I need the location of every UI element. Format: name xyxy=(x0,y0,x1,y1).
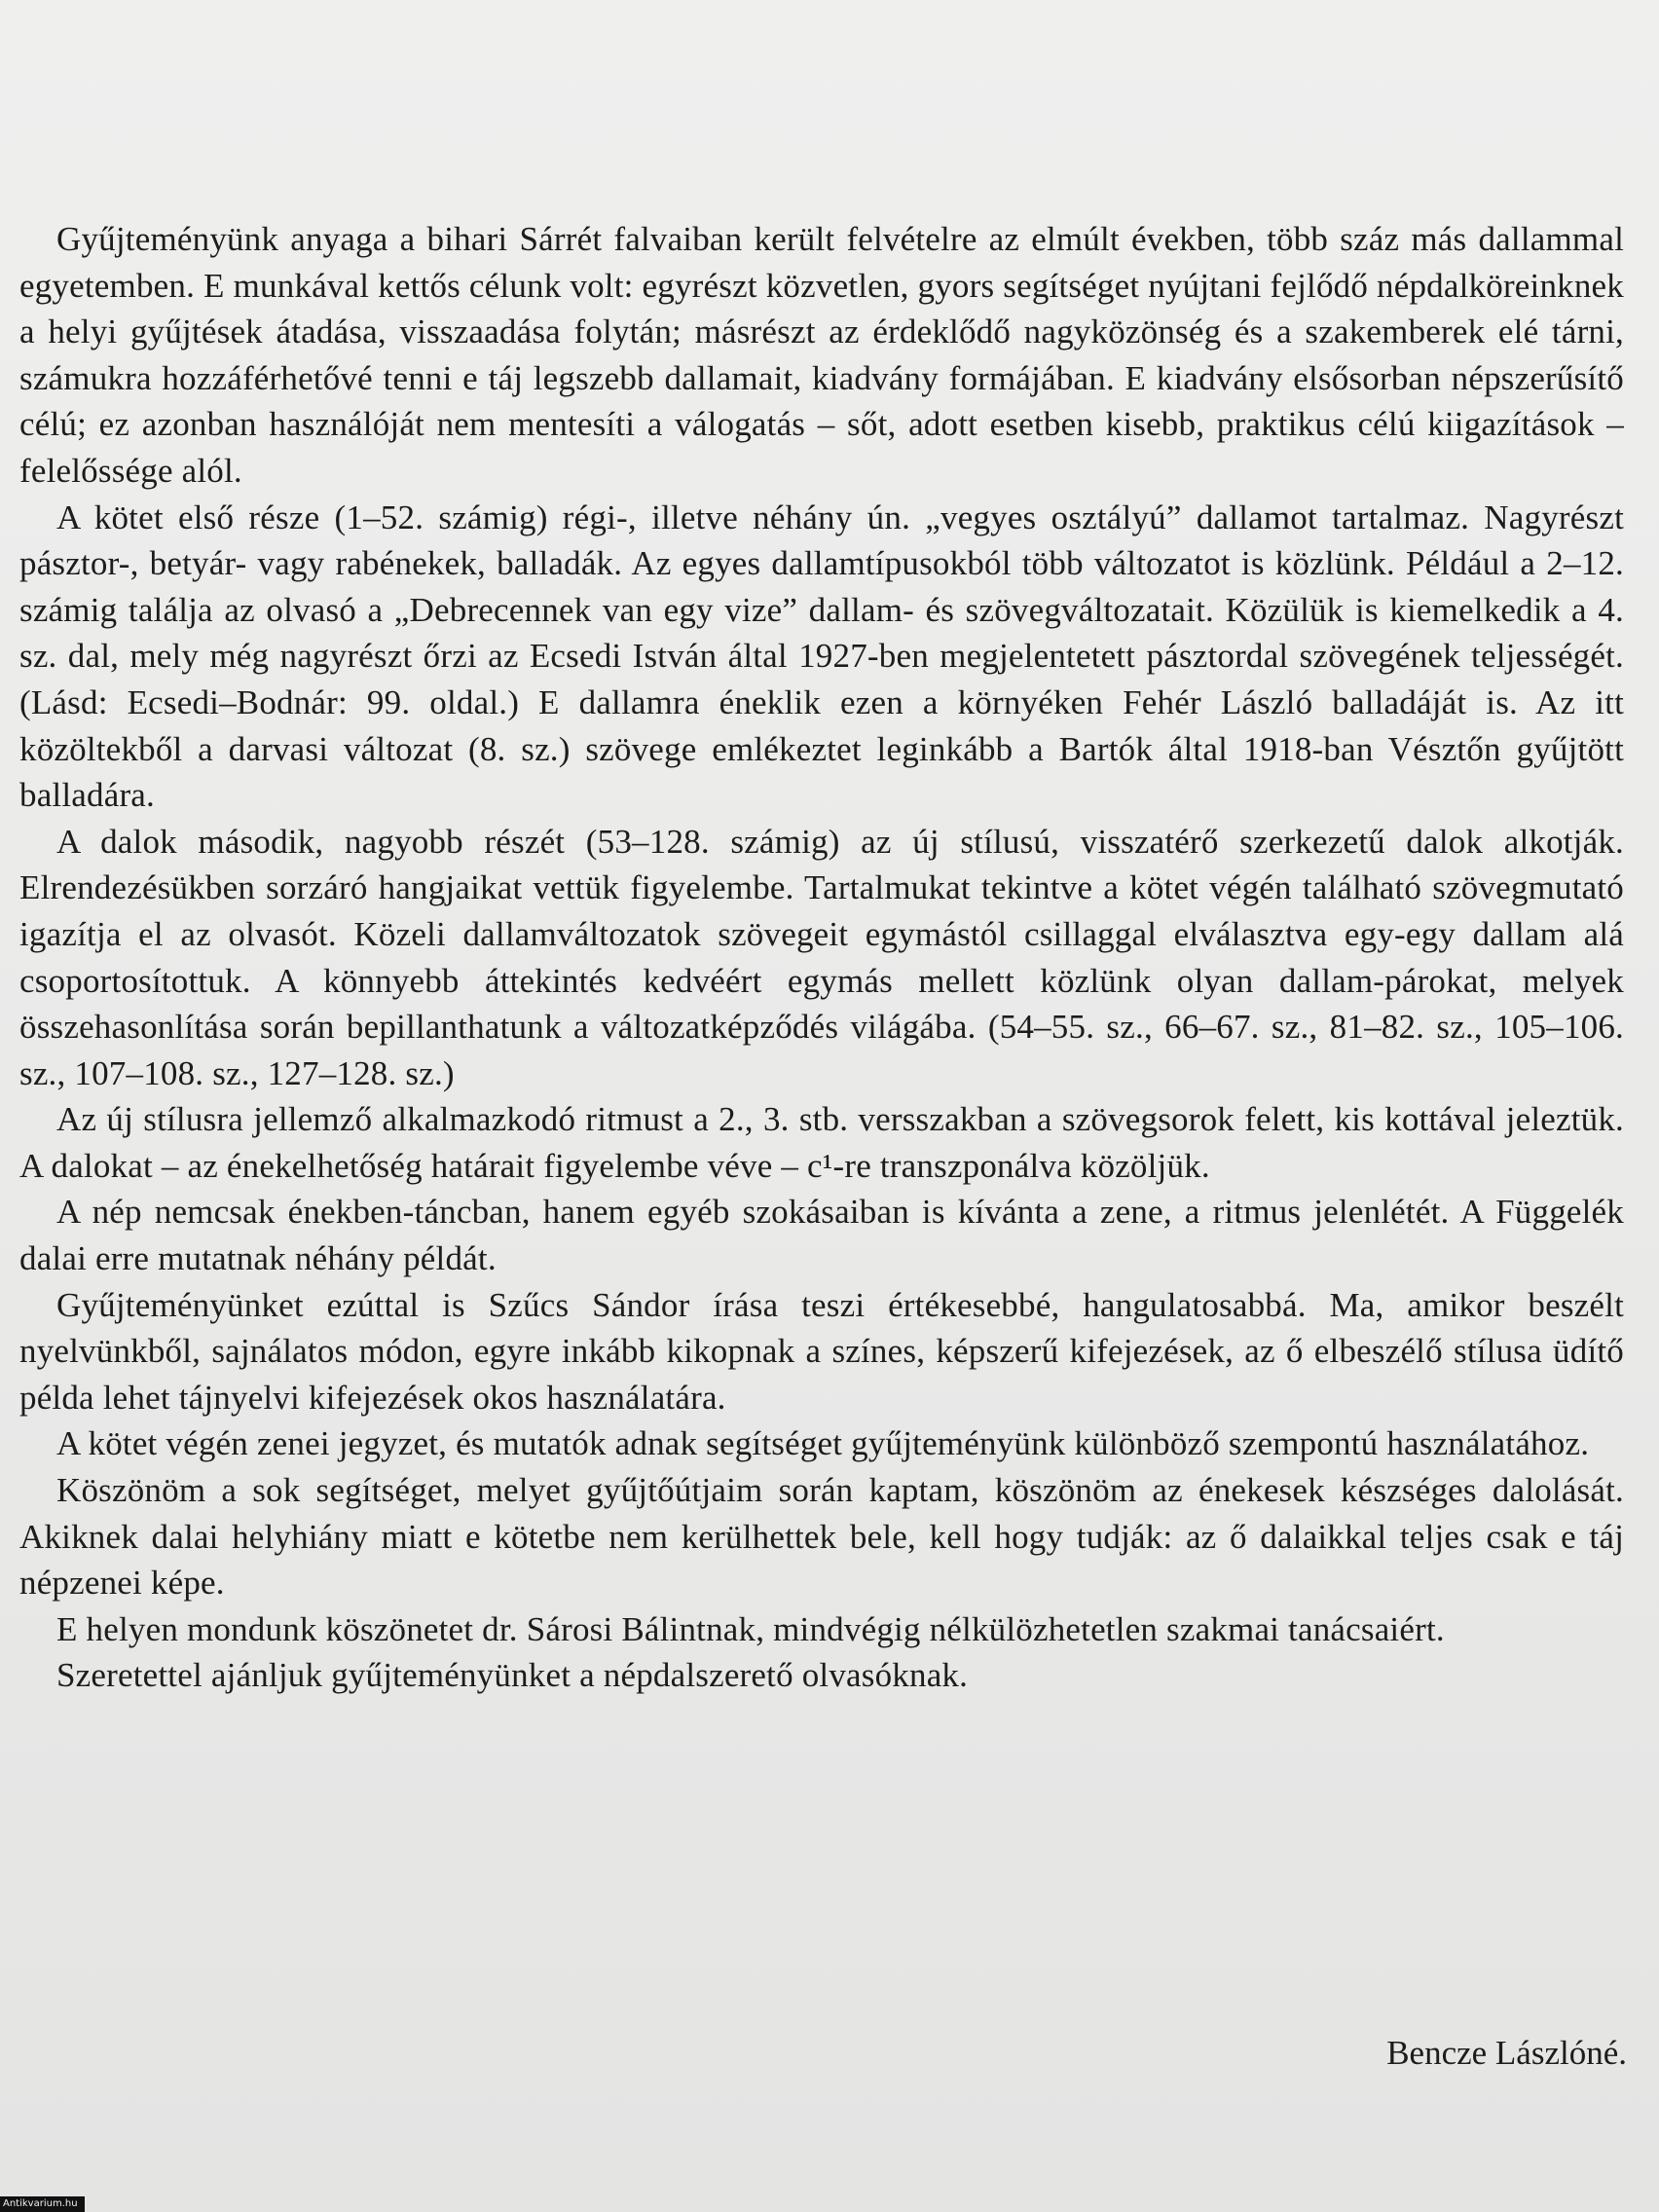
paragraph-1: Gyűjteményünk anyaga a bihari Sárrét falvaiban került felvételre az elmúlt években, több száz más dallammal egyetemben. E munkával kettős célunk volt: egyrészt közvetlen, gyors segítséget nyújtani fejlődő népdalköreinknek a helyi gyűjtések átadása, visszaadása folytán; másrészt az érdeklődő nagyközönség és a szakemberek elé tárni, számukra hozzáférhetővé tenni e táj legszebb dallamait, kiadvány formájában. E kiadvány elsősorban népszerűsítő célú; ez azonban használóját nem mentesíti a válogatás – sőt, adott esetben kisebb, praktikus célú kiigazítások – felelőssége alól. xyxy=(19,220,1624,490)
foreword-text xyxy=(19,216,1624,1699)
author-signature: Bencze Lászlóné. xyxy=(1386,2034,1627,2072)
paragraph-9: E helyen mondunk köszönetet dr. Sárosi Bálintnak, mindvégig nélkülözhetetlen szakmai tanácsaiért. xyxy=(56,1609,1445,1648)
paragraph-8: Köszönöm a sok segítséget, melyet gyűjtőútjaim során kaptam, köszönöm az énekesek készséges dalolását. Akiknek dalai helyhiány miatt e kötetbe nem kerülhettek bele, kell hogy tudják: az ő dalaikkal teljes csak e táj népzenei képe. xyxy=(19,1471,1624,1603)
source-watermark: Antikvarium.hu xyxy=(0,2196,85,2212)
paragraph-4: Az új stílusra jellemző alkalmazkodó ritmust a 2., 3. stb. versszakban a szövegsorok felett, kis kottával jeleztük. A dalokat – az énekelhetőség határait figyelembe véve – c¹-re transzponálva közöljük. xyxy=(19,1100,1624,1185)
paragraph-5: A nép nemcsak énekben-táncban, hanem egyéb szokásaiban is kívánta a zene, a ritmus jelenlétét. A Függelék dalai erre mutatnak néhány példát. xyxy=(19,1193,1624,1278)
paragraph-6: Gyűjteményünket ezúttal is Szűcs Sándor írása teszi értékesebbé, hangulatosabbá. Ma, amikor beszélt nyelvünkből, sajnálatos módon, egyre inkább kikopnak a színes, képszerű kifejezések, az ő elbeszélő stílusa üdítő példa lehet tájnyelvi kifejezések okos használatára. xyxy=(19,1285,1624,1417)
paragraph-10: Szeretettel ajánljuk gyűjteményünket a népdalszerető olvasóknak. xyxy=(56,1656,969,1695)
paragraph-3: A dalok második, nagyobb részét (53–128. számig) az új stílusú, visszatérő szerkezetű dalok alkotják. Elrendezésükben sorzáró hangjaikat vettük figyelembe. Tartalmukat tekintve a kötet végén található szövegmutató igazítja el az olvasót. Közeli dallamváltozatok szövegeit egymástól csillaggal elválasztva egy-egy dallam alá csoportosítottuk. A könnyebb áttekintés kedvéért egymás mellett közlünk olyan dallam-párokat, melyek összehasonlítása során bepillanthatunk a változatképződés világába. (54–55. sz., 66–67. sz., 81–82. sz., 105–106. sz., 107–108. sz., 127–128. sz.) xyxy=(19,822,1624,1092)
paragraph-2: A kötet első része (1–52. számig) régi-, illetve néhány ún. „vegyes osztályú” dallamot tartalmaz. Nagyrészt pásztor-, betyár- vagy rabénekek, balladák. Az egyes dallamtípusokból több változatot is közlünk. Például a 2–12. számig találja az olvasó a „Debrecennek van egy vize” dallam- és szövegváltozatait. Közülük is kiemelkedik a 4. sz. dal, mely még nagyrészt őrzi az Ecsedi István által 1927-ben megjelentetett pásztordal szövegének teljességét. (Lásd: Ecsedi–Bodnár: 99. oldal.) E dallamra éneklik ezen a környéken Fehér László balladáját is. Az itt közöltekből a darvasi változat (8. sz.) szövege emlékeztet leginkább a Bartók által 1918-ban Vésztőn gyűjtött balladára. xyxy=(19,498,1624,815)
paragraph-7: A kötet végén zenei jegyzet, és mutatók adnak segítséget gyűjteményünk különböző szempontú használatához. xyxy=(56,1424,1590,1463)
